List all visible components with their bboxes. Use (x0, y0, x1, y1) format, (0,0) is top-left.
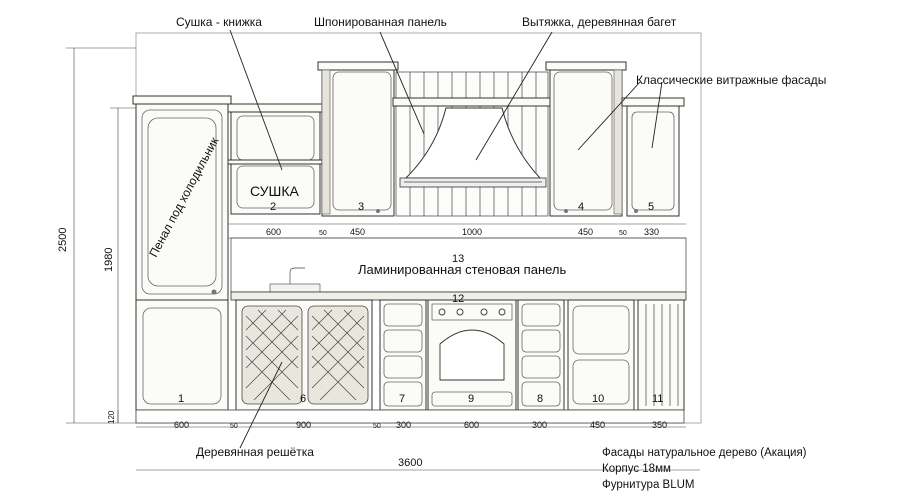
note-carcass: Корпус 18мм (602, 463, 671, 475)
dim-plinth: 120 (107, 410, 116, 424)
dim-lower-600b: 600 (464, 420, 480, 430)
dim-lower-900: 900 (296, 420, 312, 430)
item-number-2: 2 (270, 201, 277, 213)
dim-upper-330: 330 (644, 227, 660, 237)
callout-veneer-panel: Шпонированная панель (314, 15, 447, 29)
note-facades: Фасады натуральное дерево (Акация) (602, 447, 807, 459)
item-number-9: 9 (468, 393, 475, 405)
item-number-12: 12 (452, 293, 465, 305)
dim-total-height: 2500 (57, 227, 69, 252)
dim-upper-600: 600 (266, 227, 282, 237)
item-number-11: 11 (652, 393, 664, 405)
dim-lower-300b: 300 (532, 420, 548, 430)
dim-upper-450a: 450 (350, 227, 366, 237)
item-number-13: 13 (452, 253, 465, 265)
item-number-4: 4 (578, 201, 585, 213)
dim-lower-50a: 50 (230, 423, 238, 430)
dim-lower-350: 350 (652, 420, 668, 430)
item-number-6: 6 (300, 393, 307, 405)
item-number-1: 1 (178, 393, 185, 405)
item-number-8: 8 (537, 393, 544, 405)
dim-tall-height: 1980 (103, 247, 115, 272)
dim-lower-300a: 300 (396, 420, 412, 430)
dim-total-width: 3600 (398, 457, 423, 469)
callout-fridge-pantry: Пенал под холодильник (146, 134, 222, 260)
wall-panel-label: Ламинированная стеновая панель (358, 262, 567, 277)
dim-upper-50b: 50 (619, 230, 627, 237)
note-hardware: Фурнитура BLUM (602, 479, 695, 491)
dim-lower-450: 450 (590, 420, 606, 430)
callout-sushka-knizhka: Сушка - книжка (176, 15, 262, 29)
upper-glass-cabinet-5 (622, 98, 684, 216)
callout-hood: Вытяжка, деревянная багет (522, 15, 677, 29)
dim-upper-1000: 1000 (462, 227, 483, 237)
callout-wood-lattice: Деревянная решётка (196, 445, 314, 459)
item-number-3: 3 (358, 201, 365, 213)
callout-glass-facades: Классические витражные фасады (636, 73, 827, 87)
item-number-10: 10 (592, 393, 605, 405)
item-number-7: 7 (399, 393, 406, 405)
dim-upper-450b: 450 (578, 227, 594, 237)
dim-lower-600a: 600 (174, 420, 190, 430)
upper-glass-cabinet-3 (318, 62, 398, 216)
dim-lower-50b: 50 (373, 423, 381, 430)
dim-upper-50a: 50 (319, 230, 327, 237)
item-number-5: 5 (648, 201, 655, 213)
dryer-label: СУШКА (250, 183, 299, 199)
upper-glass-cabinet-4 (546, 62, 626, 216)
